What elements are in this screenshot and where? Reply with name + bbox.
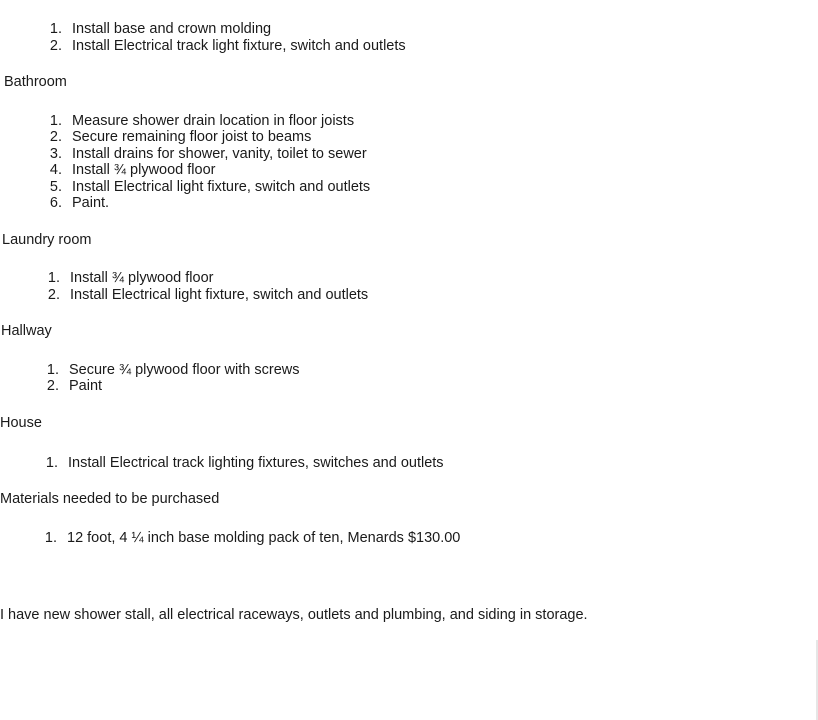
list-item: 2. Paint	[46, 378, 103, 394]
list-item: 2. Install Electrical track light fixture, switch and outlets	[49, 38, 406, 54]
list-item: 1. 12 foot, 4 ¼ inch base molding pack of ten, Menards $130.00	[44, 530, 461, 546]
list-item: 4. Install ¾ plywood floor	[49, 162, 216, 178]
list-item: 6. Paint.	[49, 195, 110, 211]
storage-note: I have new shower stall, all electrical raceways, outlets and plumbing, and siding in storage.	[0, 607, 588, 623]
list-item: 2. Install Electrical light fixture, switch and outlets	[47, 287, 369, 303]
section-heading-hallway: Hallway	[1, 323, 52, 339]
list-item: 1. Install Electrical track lighting fixtures, switches and outlets	[45, 455, 444, 471]
list-item: 5. Install Electrical light fixture, switch and outlets	[49, 179, 371, 195]
list-item: 1. Measure shower drain location in floor joists	[49, 113, 355, 129]
list-item: 2. Secure remaining floor joist to beams	[49, 129, 312, 145]
list-item: 1. Install base and crown molding	[49, 21, 272, 37]
list-item: 3. Install drains for shower, vanity, toilet to sewer	[49, 146, 367, 162]
list-item: 1. Install ¾ plywood floor	[47, 270, 214, 286]
section-heading-bathroom: Bathroom	[4, 74, 67, 90]
list-item: 1. Secure ¾ plywood floor with screws	[46, 362, 300, 378]
section-heading-materials: Materials needed to be purchased	[0, 491, 220, 507]
section-heading-house: House	[0, 415, 42, 431]
section-heading-laundry-room: Laundry room	[2, 232, 92, 248]
